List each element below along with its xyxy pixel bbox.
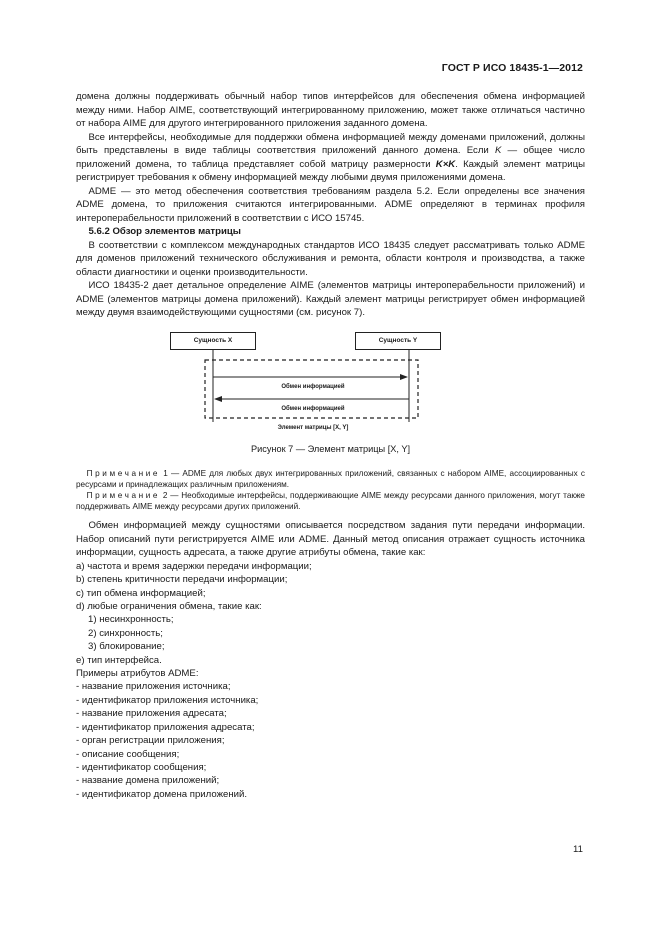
note-1-label: Примечание — [86, 468, 161, 478]
list-item: d) любые ограничения обмена, такие как: — [76, 601, 262, 613]
page-header-title: ГОСТ Р ИСО 18435-1—2012 — [441, 62, 583, 74]
note-2-text: 2 — Необходимые интерфейсы, поддерживающие AIME между ресурсами данного приложения, могут также поддерживать AIME между ресурсами других приложений. — [76, 490, 585, 512]
arrow-label-1: Обмен информацией — [281, 383, 345, 390]
adme-item: - орган регистрации приложения; — [76, 735, 225, 747]
list-item: b) степень критичности передачи информации; — [76, 574, 288, 586]
sub-list-item: 1) несинхронность; — [88, 614, 174, 626]
paragraph-2-part-b: — общее число приложений домена, то таблица представляет собой матрицу размерности — [76, 145, 585, 170]
adme-item: - описание сообщения; — [76, 748, 180, 760]
arrow-label-2: Обмен информацией — [281, 405, 345, 412]
adme-item: - идентификатор приложения источника; — [76, 694, 259, 706]
entity-y-box: Сущность Y — [355, 332, 441, 350]
adme-item: - идентификатор сообщения; — [76, 761, 207, 773]
variable-kxk: K×K — [435, 158, 456, 170]
matrix-element-label: Элемент матрицы [X, Y] — [277, 424, 349, 431]
paragraph-2 — [76, 131, 585, 185]
adme-item: - идентификатор приложения адресата; — [76, 721, 255, 733]
page-body — [76, 90, 585, 801]
paragraph-2-part-c: . Каждый элемент матрицы регистрирует требования к обмену информацией между любыми двумя приложениями домена. — [76, 158, 586, 183]
adme-heading: Примеры атрибутов ADME: — [76, 668, 199, 680]
note-2-label: Примечание — [86, 490, 161, 500]
attribute-list — [76, 560, 585, 801]
paragraph-5: ИСО 18435-2 дает детальное определение AIME (элементов матрицы интероперабельности приложений) и ADME (элементов матрицы домена приложений). Каждый элемент матрицы регистрирует обмен информацией между двумя взаимодействующими сущностями (см. рисунок 7). — [76, 280, 585, 318]
note-1 — [76, 468, 585, 490]
paragraph-3: ADME — это метод обеспечения соответствия требованиям раздела 5.2. Если определены все значения ADME домена, то приложения считаются интегрированными. ADME определяют в терминах профиля интероперабельности приложений в соответствии с ИСО 15745. — [76, 185, 585, 224]
adme-item: - название домена приложений; — [76, 775, 220, 787]
note-1-text: 1 — ADME для любых двух интегрированных приложений, связанных с набором AIME, ассоциированных с ресурсами и принадлежащих различным приложениям. — [76, 468, 585, 489]
list-item: a) частота и время задержки передачи информации; — [76, 560, 312, 572]
figure-7 — [76, 328, 585, 452]
adme-item: - название приложения источника; — [76, 681, 231, 693]
sub-list-item: 3) блокирование; — [88, 641, 165, 653]
paragraph-1: домена должны поддерживать обычный набор типов интерфейсов для обеспечения обмена информацией между ними. Набор AIME, соответствующий интегрированному приложению, может также отличаться частично от набора AIME для другого интегрированного приложения заданного домена. — [76, 91, 585, 129]
adme-item: - идентификатор домена приложений. — [76, 788, 248, 800]
figure-caption: Рисунок 7 — Элемент матрицы [X, Y] — [250, 443, 411, 454]
paragraph-2-part-a: Все интерфейсы, необходимые для поддержки обмена информацией между доменами приложений, должны быть представлены в виде таблицы соответствия приложений данного домена. Если — [76, 131, 585, 156]
variable-k: K — [494, 145, 502, 156]
paragraph-6: Обмен информацией между сущностями описывается посредством задания пути передачи информации. Набор описаний пути регистрируется AIME или ADME. Данный метод описания отражает сущность источника информации, сущность адресата, а также другие атрибуты обмена, такие как: — [76, 520, 585, 559]
page-number: 11 — [573, 844, 583, 855]
section-heading: 5.6.2 Обзор элементов матрицы — [88, 226, 241, 237]
list-item: c) тип обмена информацией; — [76, 587, 206, 599]
note-2 — [76, 490, 585, 512]
entity-x-box: Сущность X — [170, 332, 256, 350]
list-item: e) тип интерфейса. — [76, 654, 162, 666]
sub-list-item: 2) синхронность; — [88, 627, 163, 639]
paragraph-4: В соответствии с комплексом международных стандартов ИСО 18435 следует рассматривать только ADME для доменов приложений технического обслуживания и ремонта, области контроля и производства, а также области диагностики и оценки производительности. — [76, 239, 585, 278]
adme-item: - название приложения адресата; — [76, 708, 227, 720]
